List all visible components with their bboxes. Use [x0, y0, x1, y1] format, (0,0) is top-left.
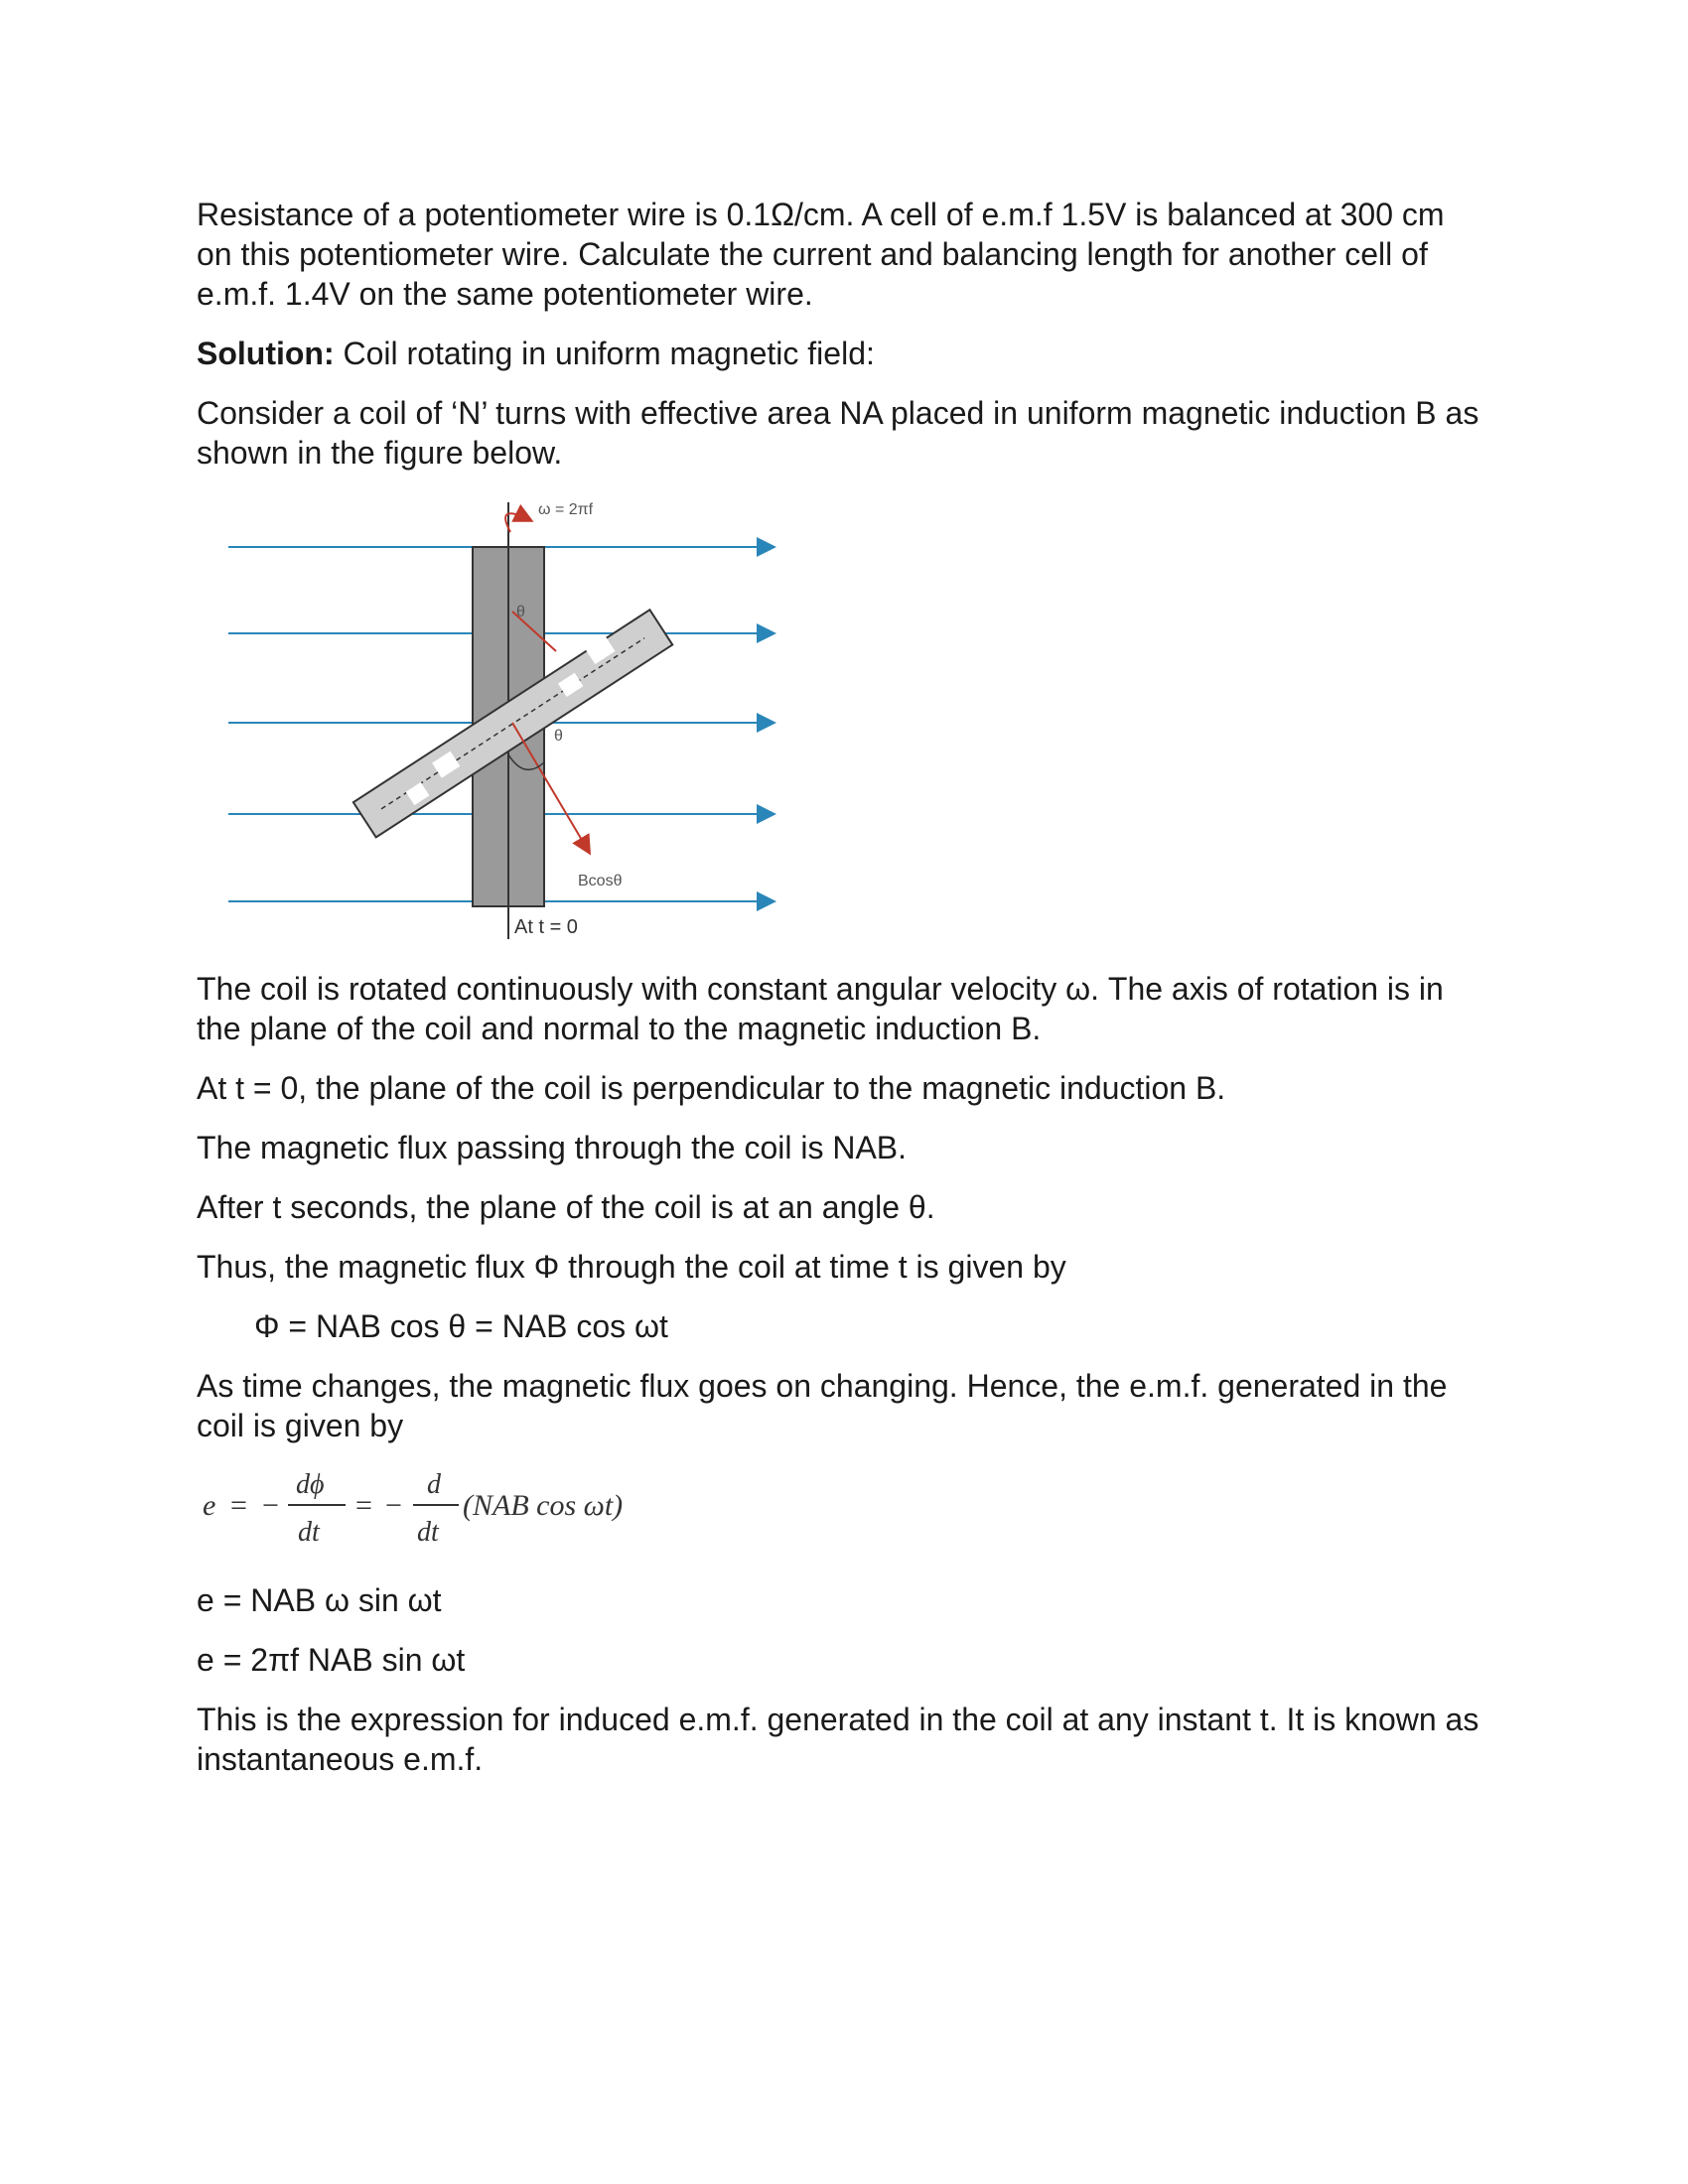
derivative-formula — [197, 1457, 713, 1553]
theta-top-label: θ — [516, 604, 525, 620]
formula-minus-1: − — [262, 1489, 279, 1522]
result-frequency: e = 2πf NAB sin ωt — [197, 1642, 466, 1678]
problem-statement: Resistance of a potentiometer wire is 0.1Ω/cm. A cell of e.m.f 1.5V is balanced at 300 cm on this potentiometer wire. Calculate the current and balancing length for another cell of e.m.f. 1.4V on the same potentiometer wire. — [197, 197, 1445, 312]
solution-title: Coil rotating in uniform magnetic field: — [334, 336, 875, 371]
coil-diagram — [197, 492, 782, 949]
formula-minus-2: − — [385, 1489, 402, 1522]
bcos-label: Bcosθ — [578, 873, 623, 889]
formula-lhs: e — [203, 1489, 216, 1522]
flux-equation: Φ = NAB cos θ = NAB cos ωt — [254, 1308, 668, 1344]
paragraph-flux: The magnetic flux passing through the coil is NAB. — [197, 1130, 908, 1165]
paragraph-initial: At t = 0, the plane of the coil is perpendicular to the magnetic induction B. — [197, 1070, 1226, 1106]
emf-intro: As time changes, the magnetic flux goes on changing. Hence, the e.m.f. generated in the coil is given by — [197, 1368, 1448, 1443]
formula-dt-1: dt — [298, 1517, 320, 1548]
formula-paren: (NAB cos ωt) — [463, 1489, 624, 1522]
solution-label: Solution: — [197, 336, 335, 371]
paragraph-flux-time: Thus, the magnetic flux Φ through the coil at time t is given by — [197, 1249, 1066, 1285]
formula-d: d — [427, 1469, 441, 1500]
solution-heading — [197, 334, 1487, 373]
formula-dt-2: dt — [417, 1517, 439, 1548]
time-label: At t = 0 — [514, 916, 578, 938]
omega-label: ω = 2πf — [538, 501, 594, 518]
coil-figure — [197, 492, 782, 949]
document-page — [197, 195, 1487, 1799]
formula-eq-2: = — [355, 1489, 372, 1522]
theta-mid-label: θ — [554, 728, 563, 745]
result-omega: e = NAB ω sin ωt — [197, 1582, 442, 1618]
formula-eq-1: = — [230, 1489, 247, 1522]
derivative-equation — [197, 1457, 1487, 1553]
formula-dphi: dϕ — [296, 1469, 325, 1500]
paragraph-angle: After t seconds, the plane of the coil is at an angle θ. — [197, 1189, 935, 1225]
intro-paragraph: Consider a coil of ‘N’ turns with effective area NA placed in uniform magnetic induction B as shown in the figure below. — [197, 395, 1479, 471]
conclusion-paragraph: This is the expression for induced e.m.f. generated in the coil at any instant t. It is known as instantaneous e.m.f. — [197, 1702, 1479, 1777]
paragraph-rotation: The coil is rotated continuously with constant angular velocity ω. The axis of rotation is in the plane of the coil and normal to the magnetic induction B. — [197, 971, 1444, 1046]
